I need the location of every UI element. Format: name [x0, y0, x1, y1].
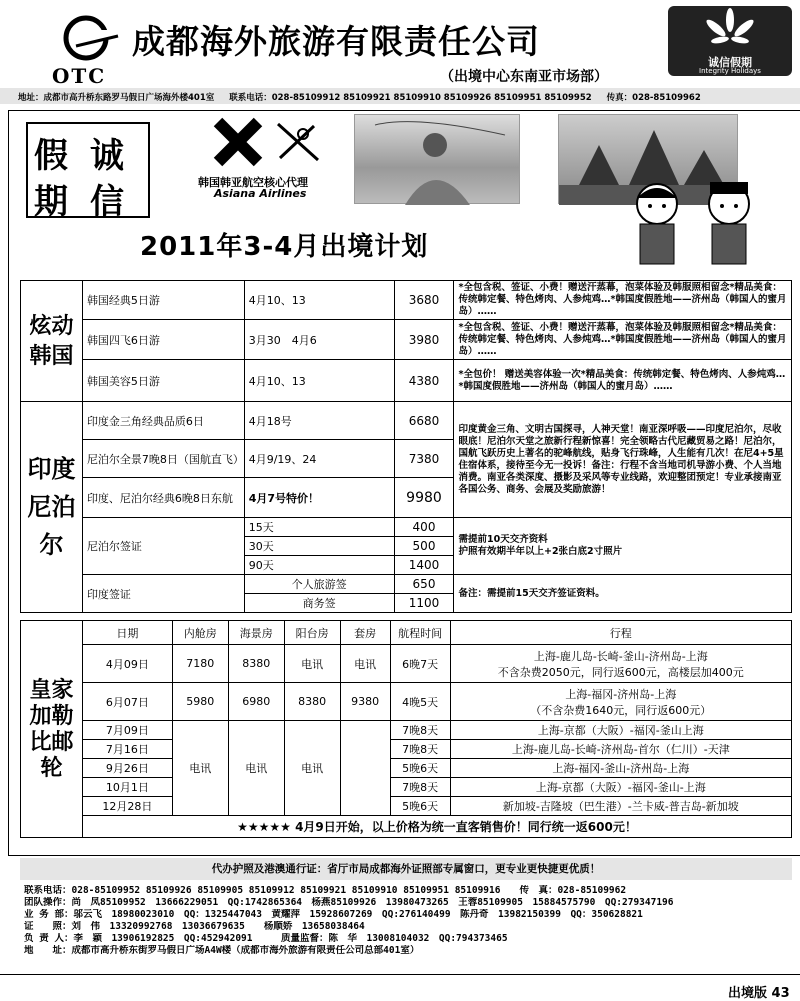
visa-price: 1400	[394, 556, 454, 575]
table-row	[21, 778, 792, 797]
cruise-suite: 电讯	[340, 645, 390, 683]
table-row	[21, 797, 792, 816]
cruise-route: 新加坡-吉隆坡（巴生港）-兰卡威-普吉岛-新加坡	[450, 797, 791, 816]
tour-dates: 4月10、13	[244, 360, 394, 402]
cruise-time: 7晚8天	[390, 778, 450, 797]
department: （出境中心东南亚市场部）	[440, 69, 608, 85]
tour-name: 印度金三角经典品质6日	[82, 402, 244, 440]
tour-dates: 3月30 4月6	[244, 320, 394, 360]
phones: 联系电话：028-85109912 85109921 85109910 85109926 85109951 85109952	[229, 93, 592, 103]
cruise-route: 上海-京都（大阪）-福冈-釜山上海	[450, 721, 791, 740]
visa-label: 印度签证	[82, 575, 244, 613]
cruise-route	[450, 683, 791, 721]
otc-text: OTC	[52, 64, 107, 88]
nepal-visa-note	[454, 518, 792, 575]
cruise-date: 10月1日	[82, 778, 172, 797]
cruise-time: 5晚6天	[390, 759, 450, 778]
col-header: 海景房	[228, 621, 284, 645]
route-note: （不含杂费1640元，同行返600元）	[530, 703, 712, 717]
cruise-suite: 9380	[340, 683, 390, 721]
cruise-balcony: 电讯	[284, 645, 340, 683]
cruise-time: 4晚5天	[390, 683, 450, 721]
visa-note-line: 需提前10天交齐资料	[458, 534, 548, 545]
contact-line: 负 责 人：李 颖 13906192825 QQ:452942091 质量监督：陈 华 13008104032 QQ:794373465	[24, 933, 508, 944]
route-note: 不含杂费2050元，同行返600元，高楼层加400元	[497, 665, 744, 679]
table-row	[21, 721, 792, 740]
table-row	[21, 360, 792, 402]
tour-name: 尼泊尔全景7晚8日（国航直飞）	[82, 440, 244, 478]
cruise-time: 5晚6天	[390, 797, 450, 816]
cruise-inner: 7180	[172, 645, 228, 683]
asiana-logo-icon	[188, 114, 348, 174]
contact-line: 联系电话：028-85109952 85109926 85109905 85109912 85109921 85109910 85109951 85109916 传 真：028-85109962	[24, 885, 627, 896]
tour-name: 韩国四飞6日游	[82, 320, 244, 360]
region-india-nepal: 印度尼泊尔	[21, 402, 83, 613]
route-text: 上海-鹿儿岛-长崎-釜山-济州岛-上海	[533, 649, 708, 663]
cruise-footer: ★★★★★ 4月9日开始，以上价格为统一直客销售价！同行统一返600元！	[82, 816, 791, 838]
brand-en: Integrity Holidays	[699, 67, 761, 75]
mascot-figure-icon	[628, 178, 686, 268]
company-name: 成都海外旅游有限责任公司	[132, 22, 540, 61]
india-note: 印度黄金三角、文明古国探寻，人神天堂！南亚深呼吸——印度尼泊尔，尽收眼底！尼泊尔天堂之旅新行程新惊喜！完全领略古代尼藏贸易之路！尼泊尔，国航飞跃历史上著名的驼峰航线，贴身飞行珠峰，人生能有几次！在尼4+5星住宿体系，接待至今无一投诉！备注：行程不含当地司机导游小费、个人当地消费。南亚各类深度、摄影及采风等专业线路，欢迎整团预定！专业承接南亚各国公务、商务、会展及奖励旅游！	[454, 402, 792, 518]
tour-note: *全包含税、签证、小费！赠送汗蒸幕，泡菜体验及韩服照相留念*精品美食：传统韩定餐、特色烤肉、人参炖鸡…*韩国度假胜地——济州岛（韩国人的蜜月岛）……	[454, 320, 792, 360]
col-header: 航程时间	[390, 621, 450, 645]
tour-table	[20, 280, 792, 613]
cruise-route: 上海-京都（大阪）-福冈-釜山-上海	[450, 778, 791, 797]
region-korea: 炫动韩国	[21, 281, 83, 402]
hanbok-lady-image	[354, 114, 520, 204]
flower-icon	[668, 6, 792, 54]
passport-service-bar: 代办护照及港澳通行证：省厅市局成都海外证照部专属窗口，更专业更快捷更优质！	[20, 858, 792, 880]
table-row	[21, 320, 792, 360]
cruise-table	[20, 620, 792, 838]
table-row	[21, 683, 792, 721]
header	[0, 0, 800, 103]
footer-rule	[0, 974, 800, 975]
cruise-sea: 8380	[228, 645, 284, 683]
table-row	[21, 575, 792, 594]
cruise-route	[450, 645, 791, 683]
cruise-inner: 5980	[172, 683, 228, 721]
table-row	[21, 281, 792, 320]
tour-price: 9980	[394, 478, 454, 518]
tour-price: 7380	[394, 440, 454, 478]
cruise-date: 7月09日	[82, 721, 172, 740]
cruise-price-call: 电讯	[228, 721, 284, 816]
cruise-balcony: 8380	[284, 683, 340, 721]
tour-price: 3680	[394, 281, 454, 320]
cruise-route: 上海-鹿儿岛-长崎-济州岛-首尔（仁川）-天津	[450, 740, 791, 759]
tour-name: 韩国经典5日游	[82, 281, 244, 320]
page-number: 出境版 43	[728, 986, 790, 1001]
cruise-date: 4月09日	[82, 645, 172, 683]
contact-list	[24, 885, 794, 957]
tour-dates: 4月9/19、24	[244, 440, 394, 478]
cruise-price-call: 电讯	[284, 721, 340, 816]
table-row	[21, 816, 792, 838]
tour-note: *全包含税、签证、小费！赠送汗蒸幕，泡菜体验及韩服照相留念*精品美食：传统韩定餐、特色烤肉、人参炖鸡…*韩国度假胜地——济州岛（韩国人的蜜月岛）……	[454, 281, 792, 320]
col-header: 套房	[340, 621, 390, 645]
sign-char: 假	[34, 136, 68, 176]
sign-char: 信	[90, 182, 124, 222]
table-row	[21, 740, 792, 759]
col-header: 日期	[82, 621, 172, 645]
cruise-date: 12月28日	[82, 797, 172, 816]
cruise-time: 6晚7天	[390, 645, 450, 683]
col-header: 行程	[450, 621, 791, 645]
visa-price: 650	[394, 575, 454, 594]
tour-name: 韩国美容5日游	[82, 360, 244, 402]
tour-price: 3980	[394, 320, 454, 360]
visa-type: 商务签	[244, 594, 394, 613]
visa-days: 90天	[244, 556, 394, 575]
address: 地址：成都市高升桥东路罗马假日广场海外楼401室	[18, 93, 215, 103]
asiana-cn: 韩国韩亚航空核心代理	[198, 176, 308, 189]
contact-line: 地 址：成都市高升桥东街罗马假日广场A4W楼（成都市海外旅游有限责任公司总部401室）	[24, 945, 420, 956]
region-cruise: 皇家加勒比邮轮	[21, 621, 83, 838]
contact-line: 业 务 部：邬云飞 18980023010 QQ：1325447043 黄耀萍 15928607269 QQ:276140499 陈丹奇 13982150399 QQ：350628821	[24, 909, 643, 920]
visa-label: 尼泊尔签证	[82, 518, 244, 575]
tour-note: *全包价！ 赠送美容体验一次*精品美食：传统韩定餐、特色烤肉、人参炖鸡…*韩国度假胜地——济州岛（韩国人的蜜月岛）……	[454, 360, 792, 402]
col-header: 阳台房	[284, 621, 340, 645]
visa-price: 1100	[394, 594, 454, 613]
visa-days: 15天	[244, 518, 394, 537]
tour-name: 印度、尼泊尔经典6晚8日东航	[82, 478, 244, 518]
table-header-row	[21, 621, 792, 645]
tour-dates: 4月7号特价！	[244, 478, 394, 518]
integrity-holidays-logo	[668, 6, 792, 76]
contact-line: 团队操作：尚 凤85109952 13666229051 QQ:1742865364 杨燕85109926 13980473265 王蓉85109905 15884575790 QQ:279347196	[24, 897, 674, 908]
table-row	[21, 759, 792, 778]
sign-char: 诚	[90, 136, 124, 176]
tour-price: 4380	[394, 360, 454, 402]
visa-note-line: 护照有效期半年以上+2张白底2寸照片	[458, 546, 623, 557]
cruise-date: 9月26日	[82, 759, 172, 778]
tour-dates: 4月10、13	[244, 281, 394, 320]
col-header: 内舱房	[172, 621, 228, 645]
visa-days: 30天	[244, 537, 394, 556]
cruise-sea: 6980	[228, 683, 284, 721]
mascot-figure-icon	[700, 178, 758, 268]
empty-cell	[340, 721, 390, 816]
contact-line: 证 照：刘 伟 13320992768 13036679635 杨顺娇 13658038464	[24, 921, 365, 932]
cruise-time: 7晚8天	[390, 721, 450, 740]
plan-title: 2011年3-4月出境计划	[140, 232, 429, 262]
india-visa-note: 备注：需提前15天交齐签证资料。	[454, 575, 792, 613]
address-bar	[0, 88, 800, 104]
cruise-date: 7月16日	[82, 740, 172, 759]
brand-cn: 诚信假期	[708, 56, 752, 69]
table-row	[21, 402, 792, 440]
cruise-date: 6月07日	[82, 683, 172, 721]
integrity-holiday-sign	[26, 122, 150, 222]
table-row	[21, 645, 792, 683]
cruise-price-call: 电讯	[172, 721, 228, 816]
cruise-time: 7晚8天	[390, 740, 450, 759]
route-text: 上海-福冈-济州岛-上海	[565, 687, 677, 701]
asiana-ad	[188, 114, 348, 204]
visa-price: 400	[394, 518, 454, 537]
sign-char: 期	[34, 182, 68, 222]
cruise-route: 上海-福冈-釜山-济州岛-上海	[450, 759, 791, 778]
asiana-en: Asiana Airlines	[214, 187, 307, 200]
visa-type: 个人旅游签	[244, 575, 394, 594]
fax: 传真：028-85109962	[606, 93, 701, 103]
tour-price: 6680	[394, 402, 454, 440]
tour-dates: 4月18号	[244, 402, 394, 440]
visa-price: 500	[394, 537, 454, 556]
table-row	[21, 518, 792, 537]
